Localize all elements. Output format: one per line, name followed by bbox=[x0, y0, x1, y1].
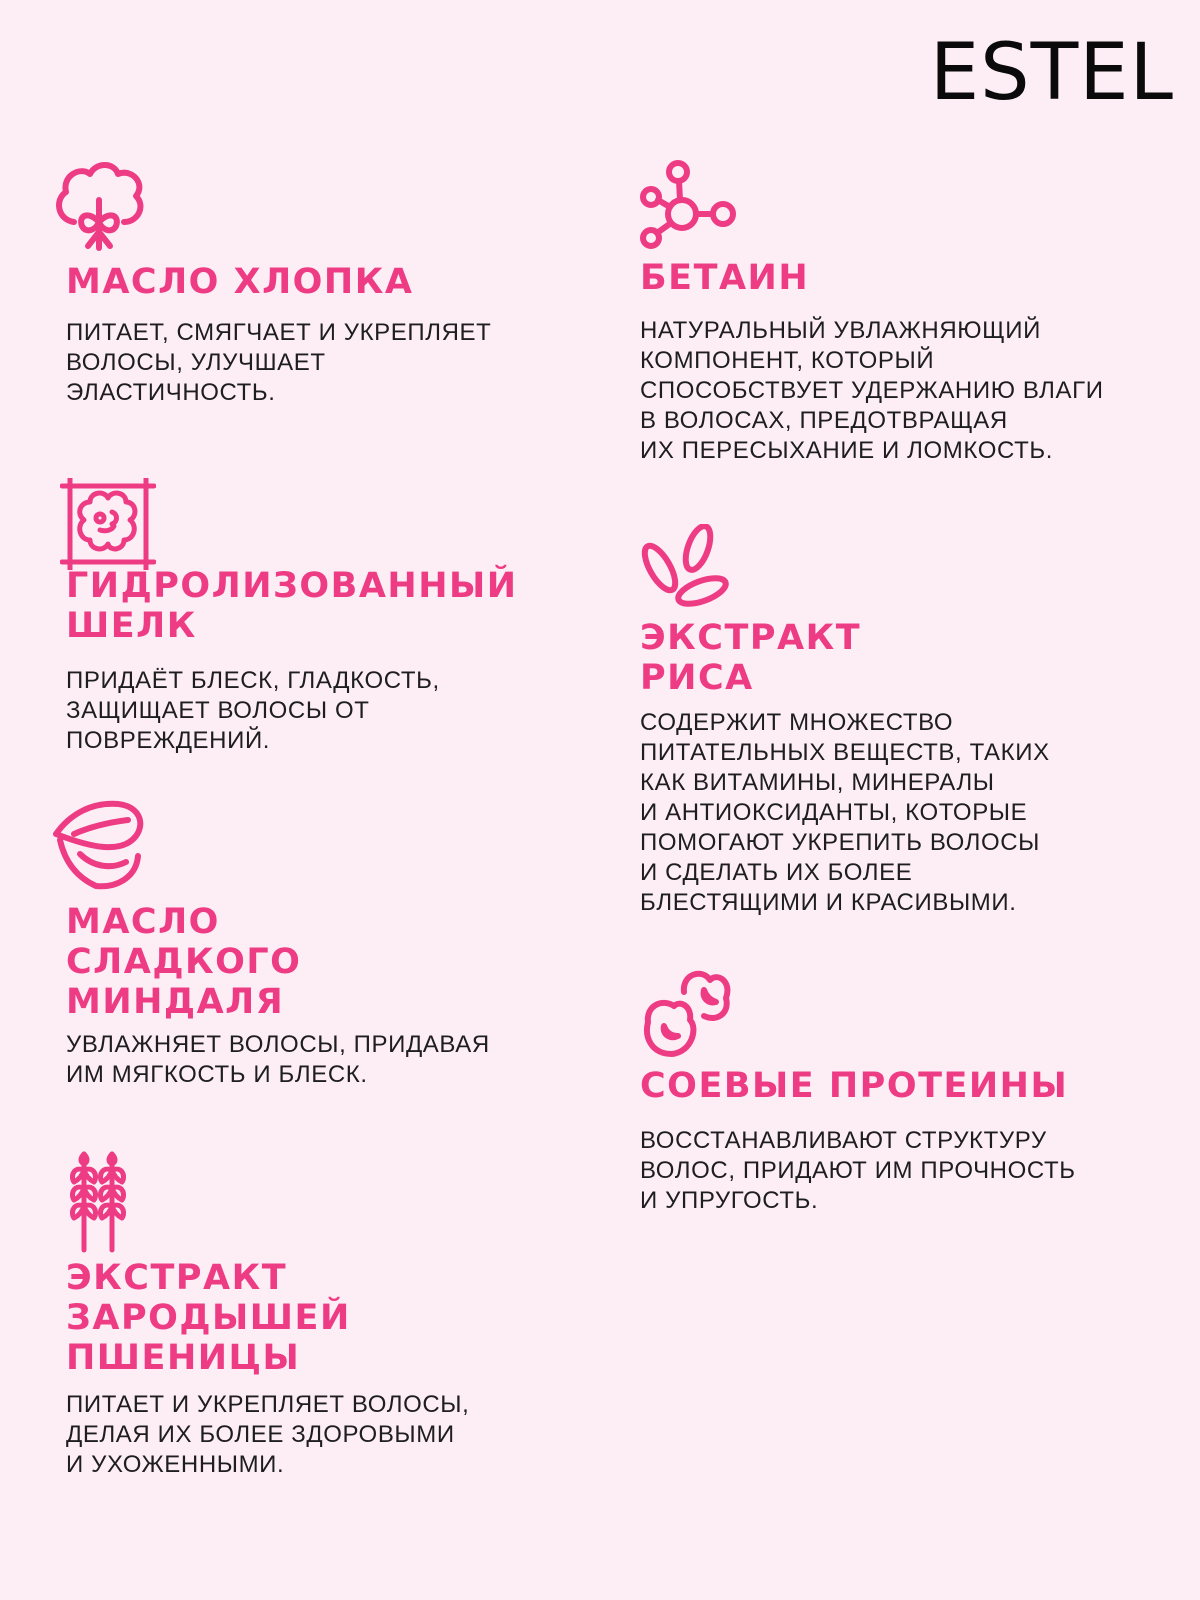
ingredient-title-soy: СОЕВЫЕ ПРОТЕИНЫ bbox=[640, 1066, 1069, 1106]
almond-icon bbox=[52, 796, 148, 892]
ingredient-desc-silk: ПРИДАЁТ БЛЕСК, ГЛАДКОСТЬ, ЗАЩИЩАЕТ ВОЛОСЫ ОТ ПОВРЕЖДЕНИЙ. bbox=[66, 667, 440, 754]
ingredient-desc-almond: УВЛАЖНЯЕТ ВОЛОСЫ, ПРИДАВАЯ ИМ МЯГКОСТЬ И БЛЕСК. bbox=[66, 1031, 490, 1088]
wheat-icon bbox=[60, 1150, 140, 1254]
ingredient-desc-soy: ВОССТАНАВЛИВАЮТ СТРУКТУРУ ВОЛОС, ПРИДАЮТ ИМ ПРОЧНОСТЬ И УПРУГОСТЬ. bbox=[640, 1127, 1076, 1214]
ingredient-desc-rice: СОДЕРЖИТ МНОЖЕСТВО ПИТАТЕЛЬНЫХ ВЕЩЕСТВ, ТАКИХ КАК ВИТАМИНЫ, МИНЕРАЛЫ И АНТИОКСИДАНТЫ, КОТОРЫЕ ПОМОГАЮТ УКРЕПИТЬ ВОЛОСЫ И СДЕЛАТЬ ИХ БОЛЕЕ БЛЕСТЯЩИМИ И КРАСИВЫМИ. bbox=[640, 709, 1050, 916]
ingredient-desc-cotton: ПИТАЕТ, СМЯГЧАЕТ И УКРЕПЛЯЕТ ВОЛОСЫ, УЛУЧШАЕТ ЭЛАСТИЧНОСТЬ. bbox=[66, 319, 492, 406]
ingredient-title-silk: ГИДРОЛИЗОВАННЫЙ ШЕЛК bbox=[66, 566, 518, 646]
ingredient-title-almond: МАСЛО СЛАДКОГО МИНДАЛЯ bbox=[66, 902, 302, 1022]
molecule-icon bbox=[640, 160, 736, 252]
ingredient-title-rice: ЭКСТРАКТ РИСА bbox=[640, 618, 862, 698]
ingredient-desc-betaine: НАТУРАЛЬНЫЙ УВЛАЖНЯЮЩИЙ КОМПОНЕНТ, КОТОРЫЙ СПОСОБСТВУЕТ УДЕРЖАНИЮ ВЛАГИ В ВОЛОСАХ, ПРЕДОТВРАЩАЯ ИХ ПЕРЕСЫХАНИЕ И ЛОМКОСТЬ. bbox=[640, 317, 1104, 464]
cotton-icon bbox=[52, 160, 146, 252]
ingredient-title-cotton: МАСЛО ХЛОПКА bbox=[66, 262, 414, 302]
silk-icon bbox=[60, 478, 156, 570]
ingredient-desc-wheat: ПИТАЕТ И УКРЕПЛЯЕТ ВОЛОСЫ, ДЕЛАЯ ИХ БОЛЕЕ ЗДОРОВЫМИ И УХОЖЕННЫМИ. bbox=[66, 1391, 470, 1478]
soybean-icon bbox=[640, 968, 736, 1060]
ingredient-title-betaine: БЕТАИН bbox=[640, 258, 810, 298]
ingredient-title-wheat: ЭКСТРАКТ ЗАРОДЫШЕЙ ПШЕНИЦЫ bbox=[66, 1258, 351, 1378]
estel-logo: ESTEL bbox=[929, 28, 1174, 118]
rice-icon bbox=[640, 524, 736, 614]
